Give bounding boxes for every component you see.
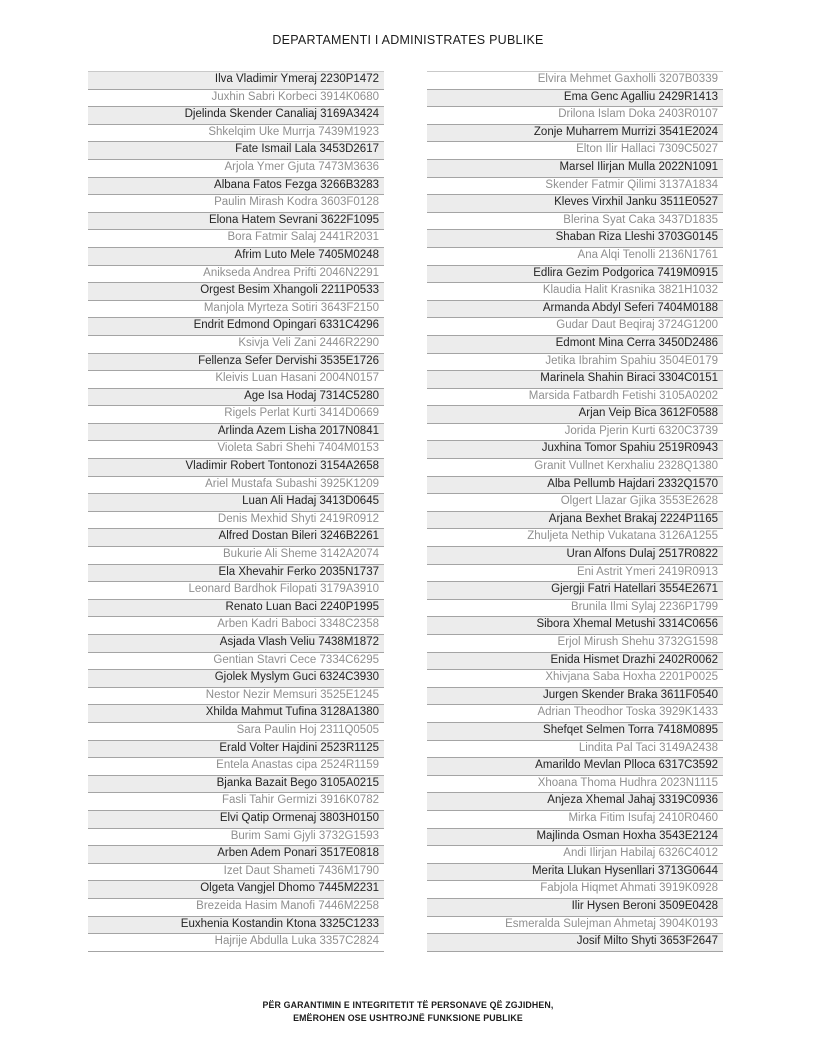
- person-row: Elvi Qatip Ormenaj 3803H0150: [88, 811, 384, 829]
- person-row: Shaban Riza Lleshi 3703G0145: [427, 230, 723, 248]
- person-row: Ema Genc Agalliu 2429R1413: [427, 90, 723, 108]
- person-row: Ela Xhevahir Ferko 2035N1737: [88, 565, 384, 583]
- person-row: Albana Fatos Fezga 3266B3283: [88, 178, 384, 196]
- name-list-left: [88, 71, 384, 952]
- person-row: Jurgen Skender Braka 3611F0540: [427, 688, 723, 706]
- person-row: Majlinda Osman Hoxha 3543E2124: [427, 829, 723, 847]
- person-row: Bukurie Ali Sheme 3142A2074: [88, 547, 384, 565]
- person-row: Xhoana Thoma Hudhra 2023N1115: [427, 776, 723, 794]
- person-row: Euxhenia Kostandin Ktona 3325C1233: [88, 917, 384, 935]
- person-row: Nestor Nezir Memsuri 3525E1245: [88, 688, 384, 706]
- person-row: Uran Alfons Dulaj 2517R0822: [427, 547, 723, 565]
- person-row: Arjan Veip Bica 3612F0588: [427, 406, 723, 424]
- person-row: Elvira Mehmet Gaxholli 3207B0339: [427, 72, 723, 90]
- person-row: Jetika Ibrahim Spahiu 3504E0179: [427, 354, 723, 372]
- footer: [0, 999, 816, 1025]
- person-row: Marinela Shahin Biraci 3304C0151: [427, 371, 723, 389]
- person-row: Renato Luan Baci 2240P1995: [88, 600, 384, 618]
- person-row: Kleivis Luan Hasani 2004N0157: [88, 371, 384, 389]
- person-row: Amarildo Mevlan Plloca 6317C3592: [427, 758, 723, 776]
- person-row: Mirka Fitim Isufaj 2410R0460: [427, 811, 723, 829]
- person-row: Hajrije Abdulla Luka 3357C2824: [88, 934, 384, 952]
- person-row: Olgeta Vangjel Dhomo 7445M2231: [88, 881, 384, 899]
- person-row: Burim Sami Gjyli 3732G1593: [88, 829, 384, 847]
- person-row: Brunila Ilmi Sylaj 2236P1799: [427, 600, 723, 618]
- person-row: Ilva Vladimir Ymeraj 2230P1472: [88, 72, 384, 90]
- name-list-right: [427, 71, 723, 952]
- person-row: Paulin Mirash Kodra 3603F0128: [88, 195, 384, 213]
- person-row: Alba Pellumb Hajdari 2332Q1570: [427, 477, 723, 495]
- person-row: Arben Kadri Baboci 3348C2358: [88, 617, 384, 635]
- person-row: Alfred Dostan Bileri 3246B2261: [88, 529, 384, 547]
- person-row: Erjol Mirush Shehu 3732G1598: [427, 635, 723, 653]
- person-row: Elona Hatem Sevrani 3622F1095: [88, 213, 384, 231]
- person-row: Klaudia Halit Krasnika 3821H1032: [427, 283, 723, 301]
- person-row: Afrim Luto Mele 7405M0248: [88, 248, 384, 266]
- person-row: Bjanka Bazait Bego 3105A0215: [88, 776, 384, 794]
- person-row: Fate Ismail Lala 3453D2617: [88, 142, 384, 160]
- person-row: Gjergji Fatri Hatellari 3554E2671: [427, 582, 723, 600]
- person-row: Olgert Llazar Gjika 3553E2628: [427, 494, 723, 512]
- person-row: Juxhina Tomor Spahiu 2519R0943: [427, 441, 723, 459]
- person-row: Leonard Bardhok Filopati 3179A3910: [88, 582, 384, 600]
- person-row: Ana Alqi Tenolli 2136N1761: [427, 248, 723, 266]
- page-title: DEPARTAMENTI I ADMINISTRATES PUBLIKE: [272, 33, 544, 47]
- person-row: Kleves Virxhil Janku 3511E0527: [427, 195, 723, 213]
- person-row: Arjana Bexhet Brakaj 2224P1165: [427, 512, 723, 530]
- person-row: Entela Anastas cipa 2524R1159: [88, 758, 384, 776]
- person-row: Eni Astrit Ymeri 2419R0913: [427, 565, 723, 583]
- person-row: Ariel Mustafa Subashi 3925K1209: [88, 477, 384, 495]
- person-row: Fasli Tahir Germizi 3916K0782: [88, 793, 384, 811]
- person-row: Age Isa Hodaj 7314C5280: [88, 389, 384, 407]
- person-row: Denis Mexhid Shyti 2419R0912: [88, 512, 384, 530]
- footer-line-2: EMËROHEN OSE USHTROJNË FUNKSIONE PUBLIKE: [293, 1013, 523, 1023]
- person-row: Arjola Ymer Gjuta 7473M3636: [88, 160, 384, 178]
- person-row: Edlira Gezim Podgorica 7419M0915: [427, 266, 723, 284]
- person-row: Shefqet Selmen Torra 7418M0895: [427, 723, 723, 741]
- person-row: Anikseda Andrea Prifti 2046N2291: [88, 266, 384, 284]
- person-row: Zonje Muharrem Murrizi 3541E2024: [427, 125, 723, 143]
- person-row: Arlinda Azem Lisha 2017N0841: [88, 424, 384, 442]
- person-row: Jorida Pjerin Kurti 6320C3739: [427, 424, 723, 442]
- person-row: Brezeida Hasim Manofi 7446M2258: [88, 899, 384, 917]
- person-row: Shkelqim Uke Murrja 7439M1923: [88, 125, 384, 143]
- person-row: Djelinda Skender Canaliaj 3169A3424: [88, 107, 384, 125]
- person-row: Luan Ali Hadaj 3413D0645: [88, 494, 384, 512]
- person-row: Gjolek Myslym Guci 6324C3930: [88, 670, 384, 688]
- person-row: Xhilda Mahmut Tufina 3128A1380: [88, 705, 384, 723]
- person-row: Gudar Daut Beqiraj 3724G1200: [427, 318, 723, 336]
- person-row: Manjola Myrteza Sotiri 3643F2150: [88, 301, 384, 319]
- person-row: Adrian Theodhor Toska 3929K1433: [427, 705, 723, 723]
- person-row: Gentian Stavri Cece 7334C6295: [88, 653, 384, 671]
- person-row: Bora Fatmir Salaj 2441R2031: [88, 230, 384, 248]
- person-row: Izet Daut Shameti 7436M1790: [88, 864, 384, 882]
- person-row: Enida Hismet Drazhi 2402R0062: [427, 653, 723, 671]
- person-row: Rigels Perlat Kurti 3414D0669: [88, 406, 384, 424]
- person-row: Skender Fatmir Qilimi 3137A1834: [427, 178, 723, 196]
- person-row: Lindita Pal Taci 3149A2438: [427, 741, 723, 759]
- person-row: Drilona Islam Doka 2403R0107: [427, 107, 723, 125]
- person-row: Ksivja Veli Zani 2446R2290: [88, 336, 384, 354]
- person-row: Anjeza Xhemal Jahaj 3319C0936: [427, 793, 723, 811]
- person-row: Arben Adem Ponari 3517E0818: [88, 846, 384, 864]
- person-row: Blerina Syat Caka 3437D1835: [427, 213, 723, 231]
- person-row: Merita Llukan Hysenllari 3713G0644: [427, 864, 723, 882]
- person-row: Marsel Ilirjan Mulla 2022N1091: [427, 160, 723, 178]
- person-row: Elton Ilir Hallaci 7309C5027: [427, 142, 723, 160]
- person-row: Ilir Hysen Beroni 3509E0428: [427, 899, 723, 917]
- person-row: Edmont Mina Cerra 3450D2486: [427, 336, 723, 354]
- person-row: Endrit Edmond Opingari 6331C4296: [88, 318, 384, 336]
- person-row: Sara Paulin Hoj 2311Q0505: [88, 723, 384, 741]
- person-row: Fellenza Sefer Dervishi 3535E1726: [88, 354, 384, 372]
- person-row: Juxhin Sabri Korbeci 3914K0680: [88, 90, 384, 108]
- person-row: Esmeralda Sulejman Ahmetaj 3904K0193: [427, 917, 723, 935]
- person-row: Armanda Abdyl Seferi 7404M0188: [427, 301, 723, 319]
- person-row: Violeta Sabri Shehi 7404M0153: [88, 441, 384, 459]
- person-row: Zhuljeta Nethip Vukatana 3126A1255: [427, 529, 723, 547]
- person-row: Orgest Besim Xhangoli 2211P0533: [88, 283, 384, 301]
- footer-line-1: PËR GARANTIMIN E INTEGRITETIT TË PERSONAVE QË ZGJIDHEN,: [262, 1000, 554, 1010]
- person-row: Andi Ilirjan Habilaj 6326C4012: [427, 846, 723, 864]
- person-row: Fabjola Hiqmet Ahmati 3919K0928: [427, 881, 723, 899]
- person-row: Vladimir Robert Tontonozi 3154A2658: [88, 459, 384, 477]
- person-row: Asjada Vlash Veliu 7438M1872: [88, 635, 384, 653]
- person-row: Granit Vullnet Kerxhaliu 2328Q1380: [427, 459, 723, 477]
- person-row: Marsida Fatbardh Fetishi 3105A0202: [427, 389, 723, 407]
- person-row: Sibora Xhemal Metushi 3314C0656: [427, 617, 723, 635]
- person-row: Erald Volter Hajdini 2523R1125: [88, 741, 384, 759]
- person-row: Josif Milto Shyti 3653F2647: [427, 934, 723, 952]
- person-row: Xhivjana Saba Hoxha 2201P0025: [427, 670, 723, 688]
